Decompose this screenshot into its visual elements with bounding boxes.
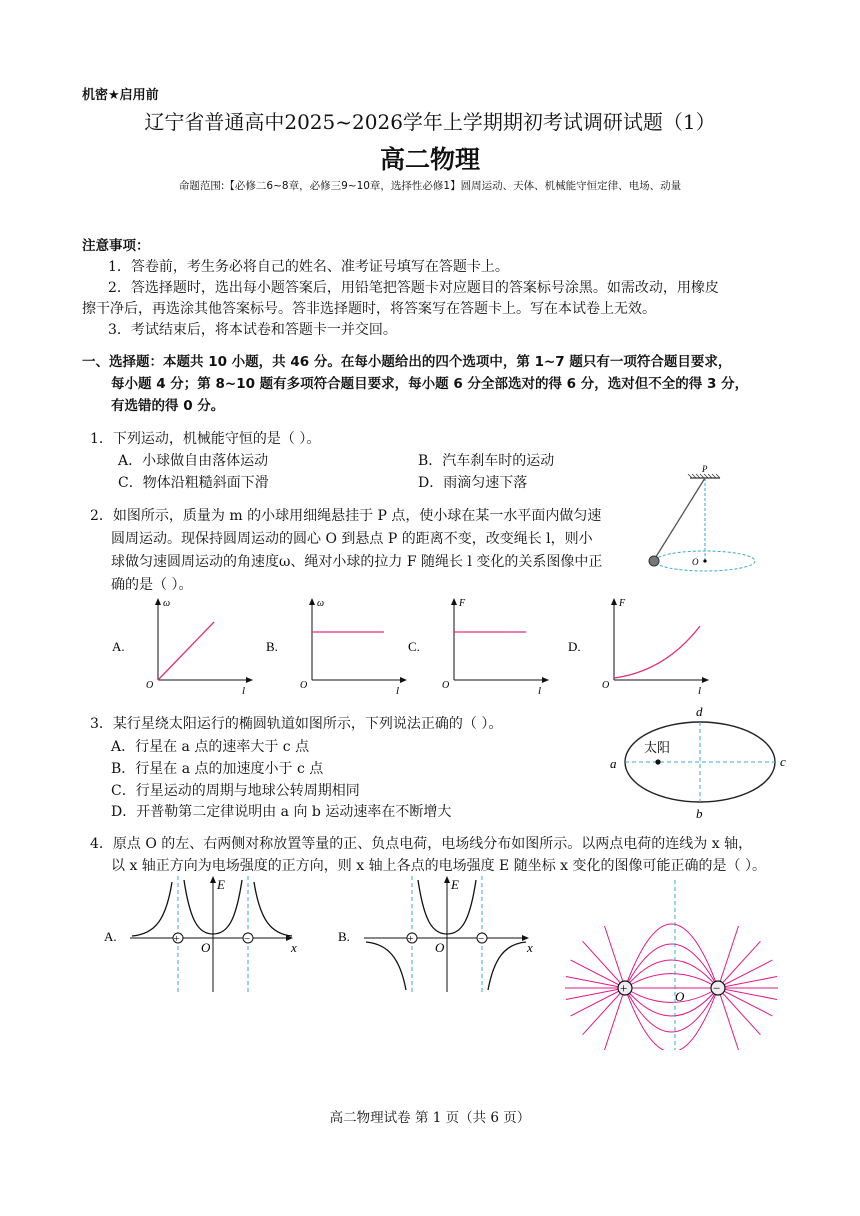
y-axis-label: ω xyxy=(163,598,171,609)
x-axis-label: l xyxy=(242,685,246,697)
q4-option-a-label: A. xyxy=(104,929,117,944)
point-c-label: c xyxy=(780,754,786,769)
origin-label: O xyxy=(300,680,308,691)
negative-charge-icon: − xyxy=(244,933,251,945)
point-b-label: b xyxy=(696,806,703,821)
x-axis-label: l xyxy=(698,685,702,697)
q4-line-2: 以 x 轴正方向为电场强度的正方向，则 x 轴上各点的电场强度 E 随坐标 x 变化的图像可能正确的是（ ）。 xyxy=(111,858,766,874)
q2-graphs xyxy=(0,588,860,708)
y-axis-label: F xyxy=(459,598,466,609)
origin-label: O xyxy=(435,940,445,955)
x-axis-arrow xyxy=(400,677,407,683)
y-axis-arrow xyxy=(309,598,315,605)
elliptical-orbit-figure xyxy=(600,700,800,825)
origin-label: O xyxy=(201,940,211,955)
q1-stem: 1．下列运动，机械能守恒的是（ ）。 xyxy=(90,431,321,447)
q3-option-d: D．开普勒第二定律说明由 a 向 b 运动速率在不断增大 xyxy=(111,804,452,820)
page-footer: 高二物理试卷 第 1 页（共 6 页） xyxy=(329,1110,531,1126)
q1-option-b: B．汽车刹车时的运动 xyxy=(418,453,555,469)
x-axis-arrow xyxy=(542,677,549,683)
q3-option-b: B．行星在 a 点的加速度小于 c 点 xyxy=(111,761,324,777)
notice-heading: 注意事项： xyxy=(82,238,150,254)
q2-option-label: C. xyxy=(408,639,420,654)
x-axis-label: l xyxy=(538,685,542,697)
x-axis-label: l xyxy=(396,685,400,697)
graph-curve xyxy=(614,626,700,678)
point-d-label: d xyxy=(696,704,703,719)
confidential-mark: 机密★启用前 xyxy=(82,88,159,103)
q2-line-2: 圆周运动。现保持圆周运动的圆心 O 到悬点 P 的距离不变，改变绳长 l，则小 xyxy=(111,531,593,547)
section1-line-1: 一、选择题：本题共 10 小题，共 46 分。在每小题给出的四个选项中，第 1~7 题只有一项符合题目要求， xyxy=(82,354,732,370)
exam-scope: 命题范围:【必修二6~8章，必修三9~10章，选择性必修1】圆周运动、天体、机械能守恒定律、电场、动量 xyxy=(178,180,682,192)
e-axis-label: E xyxy=(217,877,225,892)
positive-charge-sign: + xyxy=(620,980,628,996)
q2-option-label: D. xyxy=(568,639,581,654)
q4-line-1: 4．原点 O 的左、右两侧对称放置等量的正、负点电荷，电场线分布如图所示。以两点电荷的连线为 x 轴， xyxy=(90,836,753,852)
field-line xyxy=(625,988,718,1050)
x-axis-arrow xyxy=(246,677,253,683)
q1-option-c: C．物体沿粗糙斜面下滑 xyxy=(118,475,269,491)
field-line xyxy=(625,944,718,988)
point-a-label: a xyxy=(610,756,617,771)
notice-item-3: 3．考试结束后，将本试卷和答题卡一并交回。 xyxy=(108,322,397,338)
x-axis-arrow xyxy=(702,677,709,683)
y-axis-label: F xyxy=(619,598,626,609)
negative-charge-sign: − xyxy=(713,980,721,996)
e-axis-label: E xyxy=(451,877,459,892)
field-line xyxy=(625,988,718,1002)
point-p-label: P xyxy=(702,464,708,474)
origin-label: O xyxy=(675,989,685,1004)
sun-label: 太阳 xyxy=(644,740,671,755)
y-axis-label: ω xyxy=(317,598,325,609)
negative-charge-icon: − xyxy=(478,933,485,945)
electric-field-lines-figure xyxy=(560,880,800,1050)
q4-graph-b xyxy=(336,872,546,997)
q2-option-label: B. xyxy=(266,639,278,654)
exam-title: 辽宁省普通高中2025~2026学年上学期期初考试调研试题（1） xyxy=(144,110,716,134)
y-axis-arrow xyxy=(155,598,161,605)
x-axis-label: x xyxy=(527,940,533,955)
q2-line-4: 确的是（ ）。 xyxy=(111,577,193,593)
section1-line-3: 有选错的得 0 分。 xyxy=(111,398,225,414)
origin-label: O xyxy=(442,680,450,691)
graph-curve xyxy=(158,622,214,680)
q4-option-b-label: B. xyxy=(338,929,350,944)
notice-item-2: 2．答选择题时，选出每小题答案后，用铅笔把答题卡对应题目的答案标号涂黑。如需改动，用橡皮 xyxy=(108,280,719,296)
x-axis-label: x xyxy=(291,940,297,955)
q2-line-3: 球做匀速圆周运动的角速度ω、绳对小球的拉力 F 随绳长 l 变化的关系图像中正 xyxy=(111,554,603,570)
origin-label: O xyxy=(146,680,154,691)
point-o-label: O xyxy=(692,557,699,567)
q4-graph-a xyxy=(100,872,310,997)
notice-item-1: 1．答卷前，考生务必将自己的姓名、准考证号填写在答题卡上。 xyxy=(108,259,509,275)
subject-title: 高二物理 xyxy=(379,145,480,174)
q1-option-d: D．雨滴匀速下落 xyxy=(418,475,528,491)
q3-option-c: C．行星运动的周期与地球公转周期相同 xyxy=(111,783,360,799)
origin-label: O xyxy=(602,680,610,691)
positive-charge-icon: + xyxy=(407,933,414,945)
section1-line-2: 每小题 4 分；第 8~10 题有多项符合题目要求，每小题 6 分全部选对的得 6 分，选对但不全的得 3 分， xyxy=(111,376,749,392)
y-axis-arrow xyxy=(611,598,617,605)
field-line xyxy=(625,988,718,1032)
q2-option-label: A. xyxy=(112,639,125,654)
positive-charge-icon: + xyxy=(173,933,180,945)
y-axis-arrow xyxy=(451,598,457,605)
q3-option-a: A．行星在 a 点的速率大于 c 点 xyxy=(111,739,310,755)
q2-line-1: 2．如图所示，质量为 m 的小球用细绳悬挂于 P 点，使小球在某一水平面内做匀速 xyxy=(90,508,602,524)
field-line xyxy=(625,974,718,988)
field-line xyxy=(625,924,718,988)
conical-pendulum-figure xyxy=(640,460,770,590)
q3-stem: 3．某行星绕太阳运行的椭圆轨道如图所示，下列说法正确的（ ）。 xyxy=(90,716,503,732)
notice-item-2-cont: 擦干净后，再选涂其他答案标号。答非选择题时，将答案写在答题卡上。写在本试卷上无效。 xyxy=(82,301,656,317)
q1-option-a: A．小球做自由落体运动 xyxy=(118,453,269,469)
